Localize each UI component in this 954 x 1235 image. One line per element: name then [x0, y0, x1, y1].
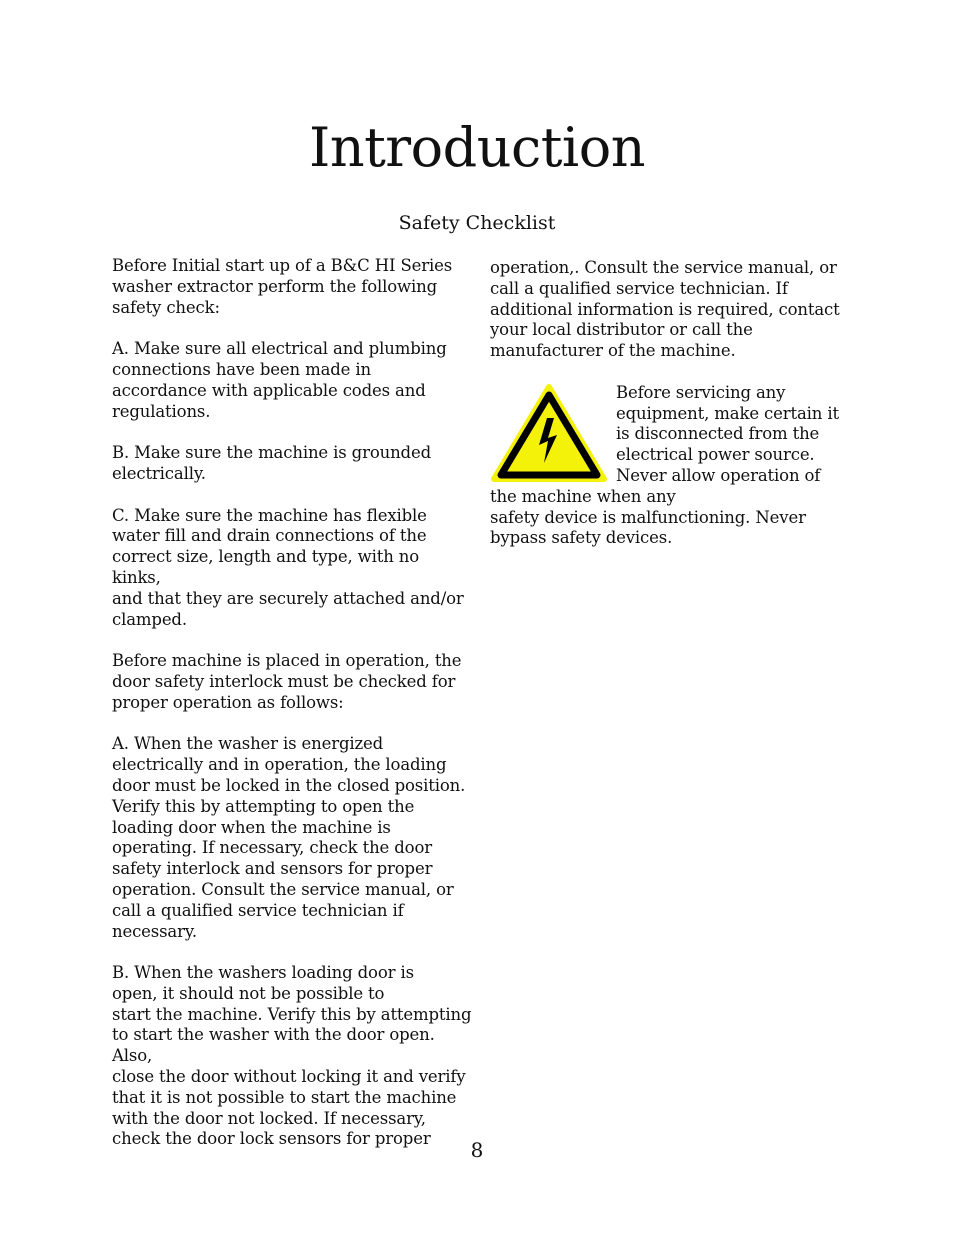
page-title: Introduction [309, 116, 645, 179]
high-voltage-warning-icon [490, 383, 608, 483]
interlock-item-b: B. When the washers loading door is open, it should not be possible to start the machine. Verify this by attempting to start the washer with the door open. Also, close the door without locking it and verify that it is not possible to start the machine with the door not locked. If necessary, check the door lock sensors for proper [112, 963, 472, 1149]
interlock-intro-paragraph: Before machine is placed in operation, the door safety interlock must be checked for proper operation as follows: [112, 651, 462, 712]
intro-paragraph: Before Initial start up of a B&C HI Series washer extractor perform the following safety check: [112, 256, 453, 317]
warning-block [490, 383, 840, 549]
check-item-c: C. Make sure the machine has flexible water fill and drain connections of the correct size, length and type, with no kinks, and that they are securely attached and/or clamped. [112, 505, 464, 629]
right-column [490, 258, 840, 549]
page-number: 8 [470, 1138, 484, 1162]
check-item-b: B. Make sure the machine is grounded electrically. [112, 443, 431, 483]
check-item-a: A. Make sure all electrical and plumbing connections have been made in accordance with applicable codes and regulations. [112, 339, 447, 421]
warning-text: Before servicing any equipment, make certain it is disconnected from the electrical power source. Never allow operation of the machine when any safety device is malfunctioning. Never bypass safety devices. [490, 382, 839, 548]
left-column [112, 256, 472, 1150]
interlock-item-a: A. When the washer is energized electrically and in operation, the loading door must be locked in the closed position. Verify this by attempting to open the loading door when the machine is operating. If necessary, check the door safety interlock and sensors for proper operation. Consult the service manual, or call a qualified service technician if necessary. [112, 734, 466, 941]
continuation-paragraph: operation,. Consult the service manual, or call a qualified service technician. If additional information is required, contact your local distributor or call the manufacturer of the machine. [490, 258, 840, 361]
section-subtitle: Safety Checklist [398, 212, 556, 234]
